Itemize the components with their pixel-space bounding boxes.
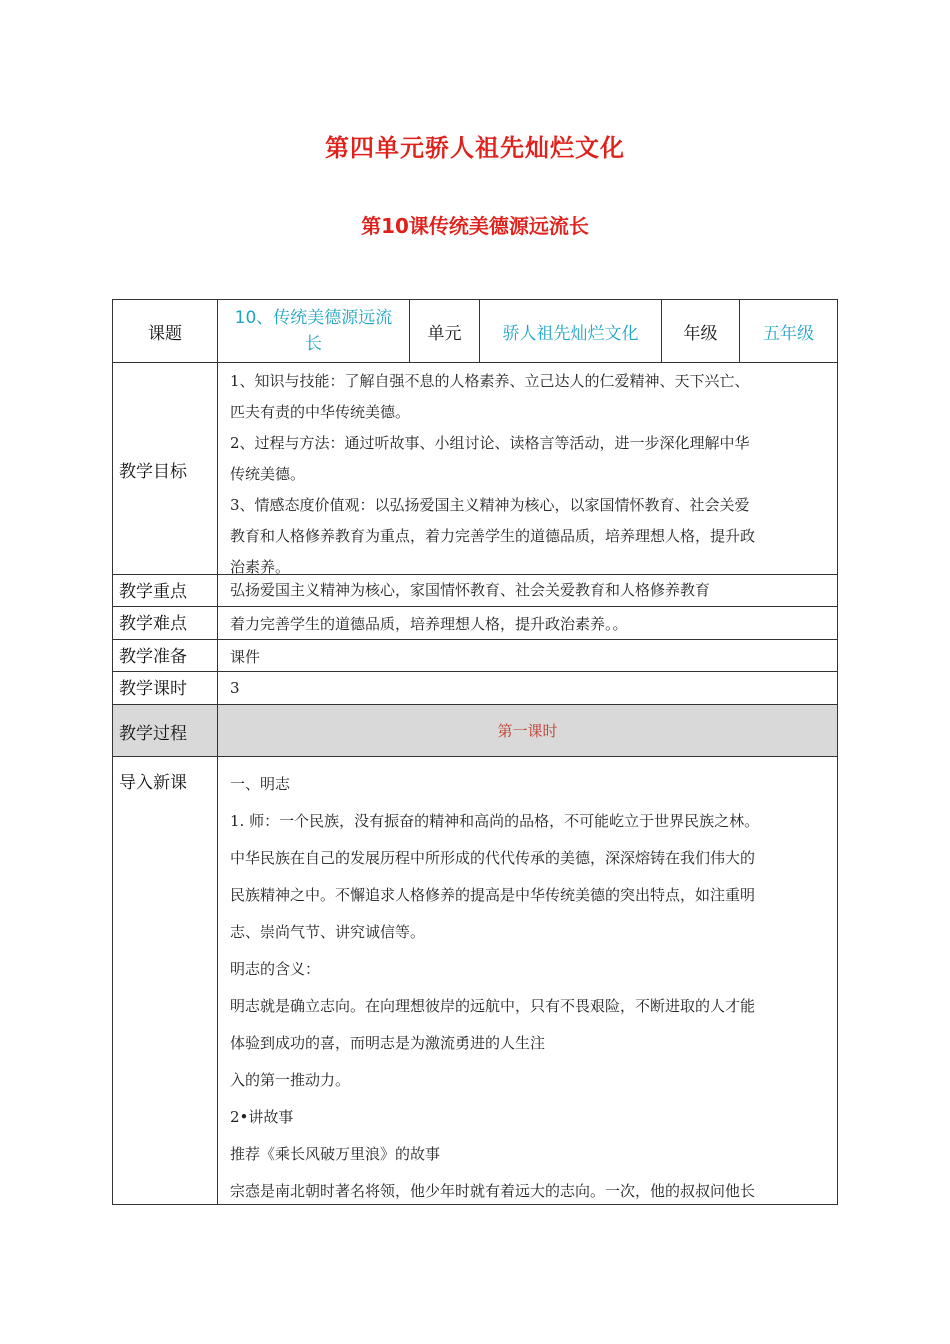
grade-value: 五年级 xyxy=(739,300,837,362)
intro-line: 民族精神之中。不懈追求人格修养的提高是中华传统美德的突出特点，如注重明 xyxy=(230,886,756,904)
goals-label: 教学目标 xyxy=(119,462,187,482)
intro-line: 志、崇尚气节、讲究诚信等。 xyxy=(230,923,426,941)
goals-line: 治素养。 xyxy=(230,558,291,574)
intro-line: 1. 师：一个民族，没有振奋的精神和高尚的品格，不可能屹立于世界民族之林。 xyxy=(230,812,760,830)
intro-line: 推荐《乘长风破万里浪》的故事 xyxy=(230,1145,441,1163)
goals-line: 2、过程与方法：通过听故事、小组讨论、读格言等活动，进一步深化理解中华 xyxy=(230,434,750,452)
lesson-period: 第一课时 xyxy=(217,705,837,756)
topic-value-line1: 10、传统美德源远流 xyxy=(234,308,393,328)
intro-row xyxy=(113,757,837,1204)
unit-label: 单元 xyxy=(409,300,479,362)
intro-line: 体验到成功的喜，而明志是为激流勇进的人生注 xyxy=(230,1034,546,1052)
key-points-value: 弘扬爱国主义精神为核心，家国情怀教育、社会关爱教育和人格修养教育 xyxy=(217,575,837,606)
grade-label: 年级 xyxy=(661,300,739,362)
hours-value: 3 xyxy=(217,672,837,704)
unit-title: 第四单元骄人祖先灿烂文化 xyxy=(325,134,625,162)
hours-label: 教学课时 xyxy=(119,679,187,699)
topic-label: 课题 xyxy=(148,323,182,344)
goals-line: 教育和人格修养教育为重点，着力完善学生的道德品质，培养理想人格，提升政 xyxy=(230,527,756,545)
intro-line: 入的第一推动力。 xyxy=(230,1071,351,1089)
goals-line: 3、情感态度价值观：以弘扬爱国主义精神为核心，以家国情怀教育、社会关爱 xyxy=(230,496,750,514)
lesson-title: 第10课传统美德源远流长 xyxy=(361,214,589,238)
process-row xyxy=(113,705,837,757)
preparation-label: 教学准备 xyxy=(119,647,187,667)
unit-value: 骄人祖先灿烂文化 xyxy=(479,300,661,362)
intro-line: 中华民族在自己的发展历程中所形成的代代传承的美德，深深熔铸在我们伟大的 xyxy=(230,849,756,867)
header-row xyxy=(113,300,837,363)
intro-line: 一、明志 xyxy=(230,775,291,793)
goals-line: 匹夫有责的中华传统美德。 xyxy=(230,403,411,421)
difficulties-value: 着力完善学生的道德品质，培养理想人格，提升政治素养。。 xyxy=(217,607,837,639)
difficulties-label: 教学难点 xyxy=(119,614,187,634)
preparation-value: 课件 xyxy=(217,640,837,671)
key-points-label: 教学重点 xyxy=(119,582,187,602)
difficulties-row xyxy=(113,607,837,640)
intro-line: 明志就是确立志向。在向理想彼岸的远航中，只有不畏艰险，不断进取的人才能 xyxy=(230,997,756,1015)
preparation-row xyxy=(113,640,837,672)
hours-row xyxy=(113,672,837,705)
intro-content xyxy=(217,757,837,1204)
intro-line: 明志的含义： xyxy=(230,960,321,978)
intro-line: 2•讲故事 xyxy=(230,1108,294,1126)
lesson-plan-table xyxy=(112,299,838,1205)
goals-line: 1、知识与技能：了解自强不息的人格素养、立己达人的仁爱精神、天下兴亡、 xyxy=(230,372,750,390)
goals-row xyxy=(113,363,837,575)
topic-value xyxy=(217,300,409,362)
goals-content xyxy=(217,363,837,574)
intro-line: 宗悫是南北朝时著名将领，他少年时就有着远大的志向。一次，他的叔叔问他长 xyxy=(230,1182,756,1200)
key-points-row xyxy=(113,575,837,607)
intro-label: 导入新课 xyxy=(119,773,187,793)
topic-value-line2: 长 xyxy=(305,334,322,354)
process-label: 教学过程 xyxy=(119,724,187,744)
goals-line: 传统美德。 xyxy=(230,465,306,483)
